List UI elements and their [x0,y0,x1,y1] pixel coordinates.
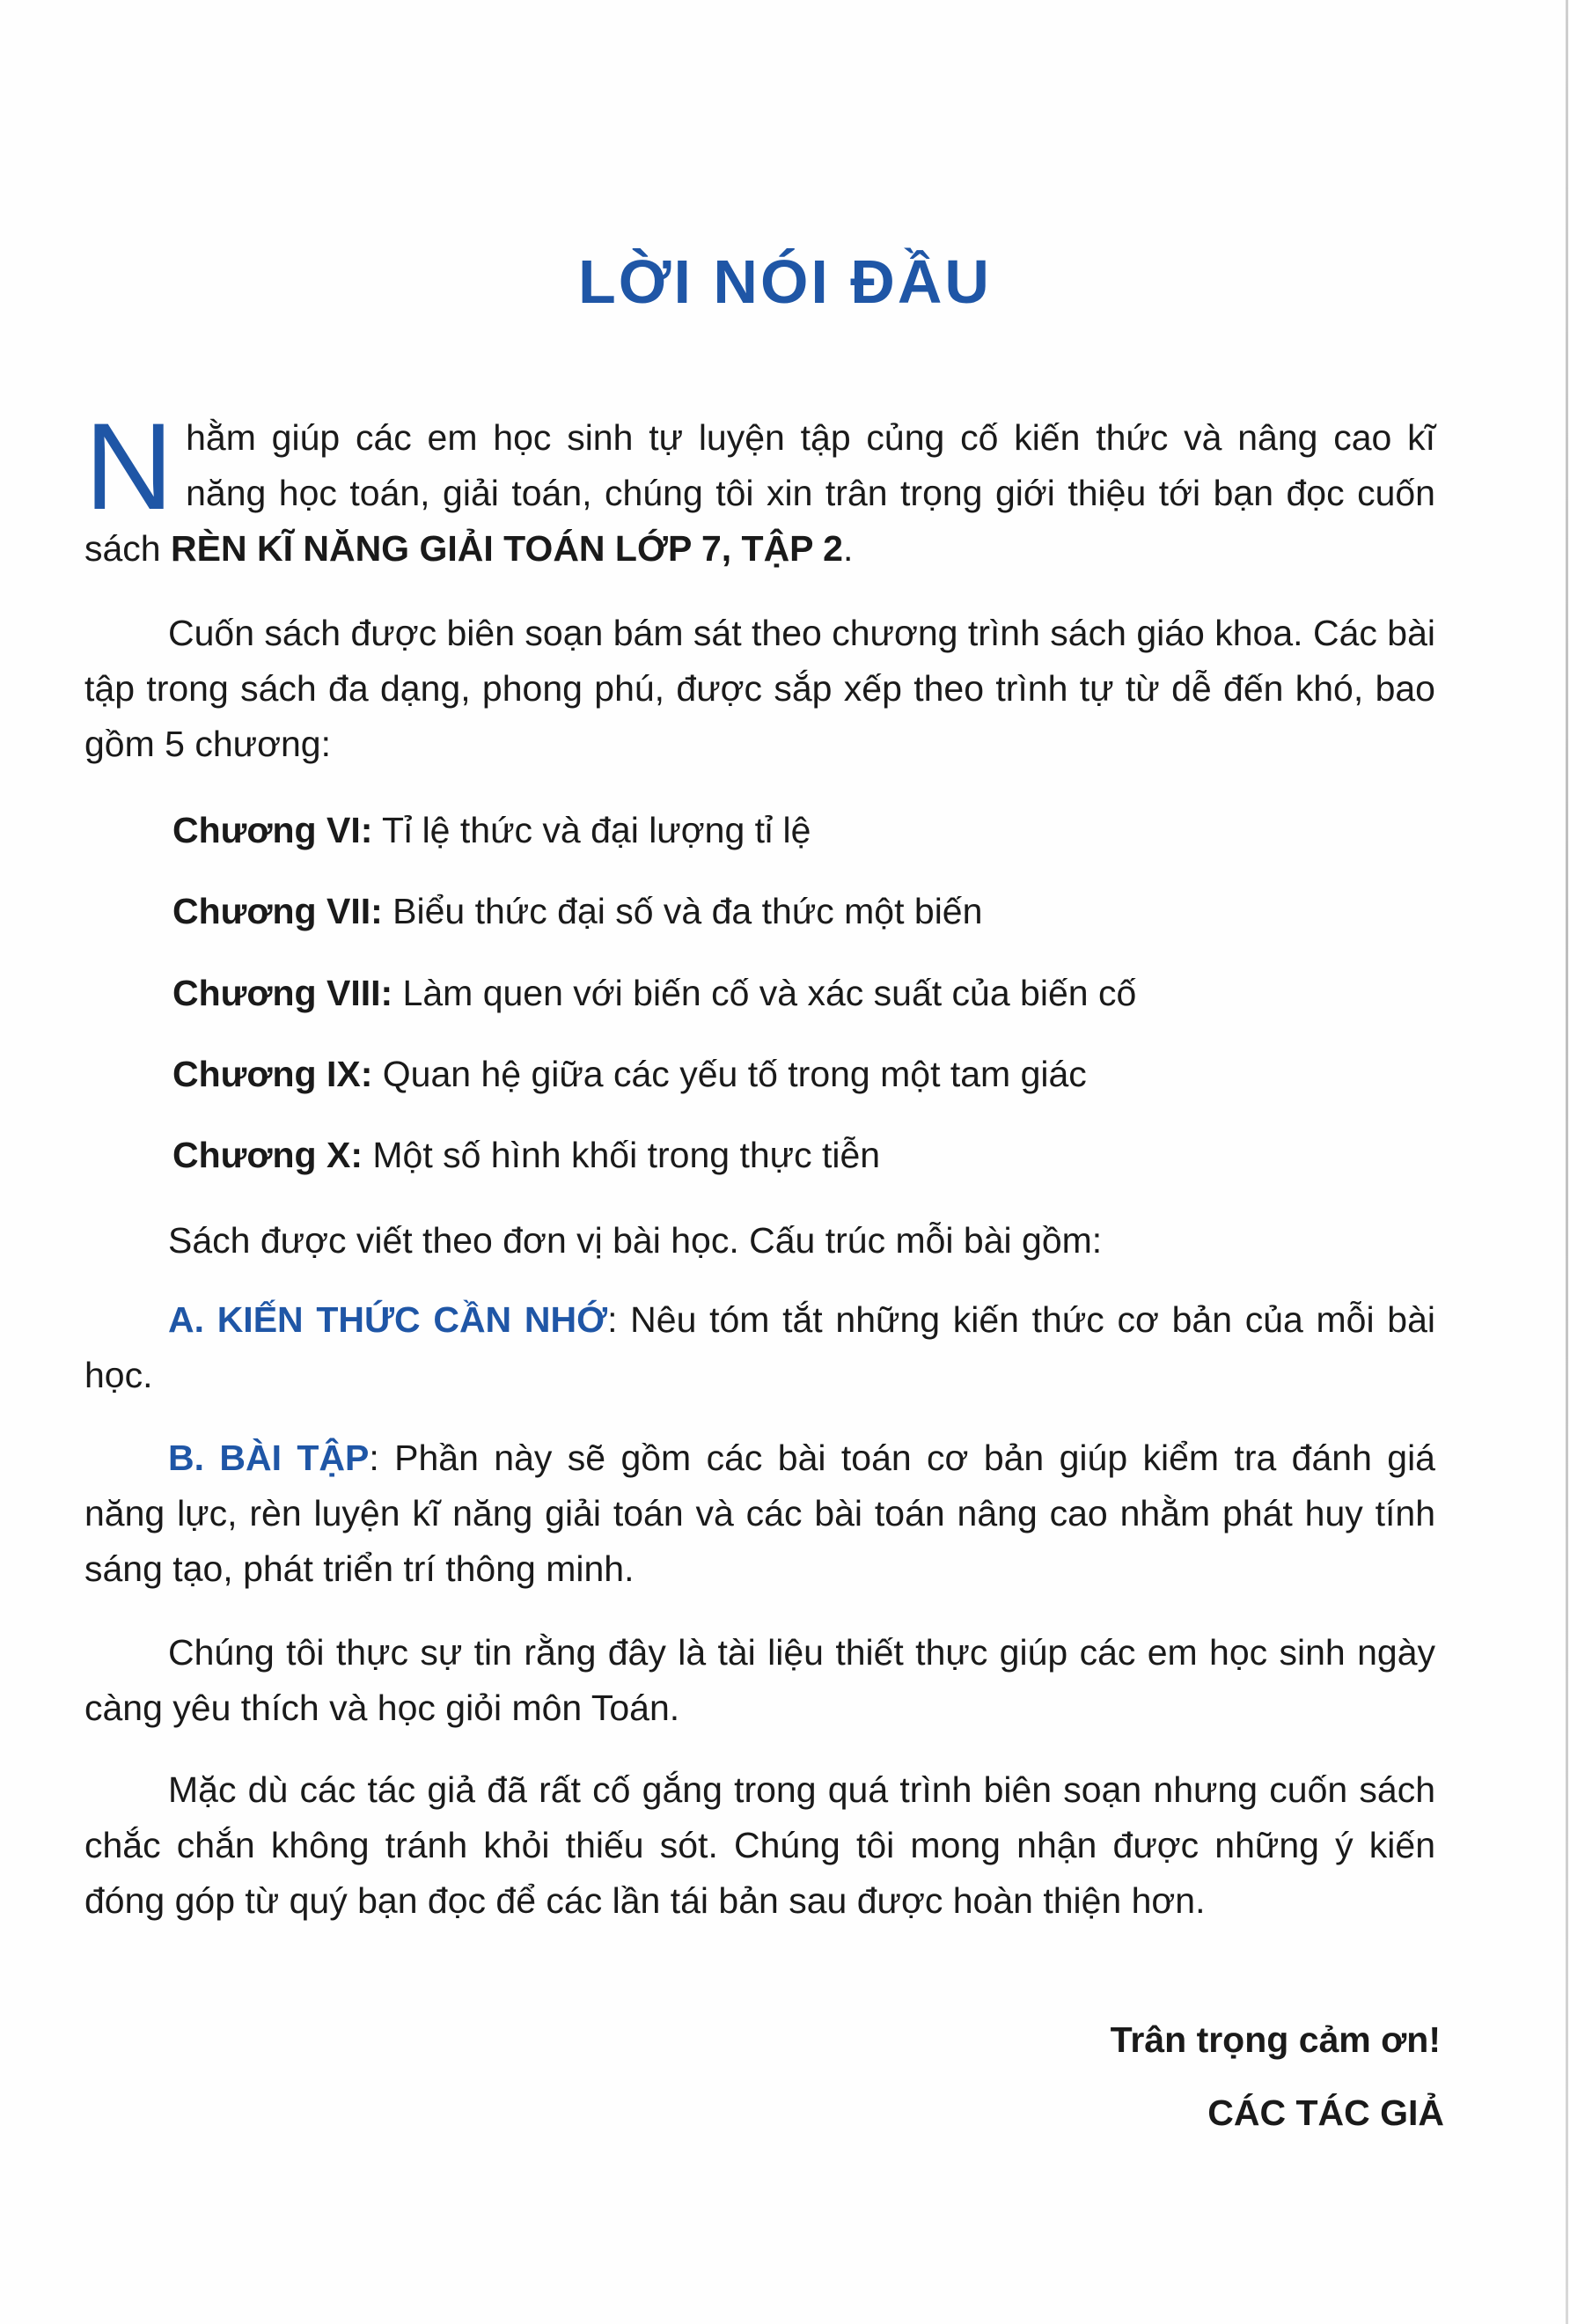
chapter-text: Quan hệ giữa các yếu tố trong một tam giác [372,1054,1087,1094]
chapter-label: Chương VI: [172,810,373,850]
section-b-label: B. BÀI TẬP [168,1438,370,1478]
chapter-text: Một số hình khối trong thực tiễn [362,1135,881,1175]
intro-end: . [843,528,854,569]
chapter-label: Chương VIII: [172,973,393,1013]
chapter-label: Chương X: [172,1135,363,1175]
chapter-item [172,1133,880,1177]
chapter-item [172,971,1136,1015]
chapter-item [172,889,982,933]
chapter-text: Tỉ lệ thức và đại lượng tỉ lệ [372,810,811,850]
drop-cap: N [84,397,174,535]
chapter-item [172,1052,1087,1096]
page-edge [1566,0,1568,2324]
book-title: RÈN KĨ NĂNG GIẢI TOÁN LỚP 7, TẬP 2 [171,528,843,569]
intro-text: hằm giúp các em học sinh tự luyện tập củng cố kiến thức và nâng cao kĩ năng học toán, giải toán, chúng tôi xin trân trọng giới thiệu tới bạn đọc cuốn sách [84,417,1435,569]
intro-paragraph [84,397,1435,577]
chapter-item [172,808,811,852]
closing-thanks: Trân trọng cảm ơn! [1110,2019,1441,2060]
structure-paragraph: Sách được viết theo đơn vị bài học. Cấu trúc mỗi bài gồm: [168,1220,1103,1261]
section-a-paragraph [84,1292,1435,1403]
page-title: LỜI NÓI ĐẦU [578,247,992,316]
apology-paragraph: Mặc dù các tác giả đã rất cố gắng trong quá trình biên soạn nhưng cuốn sách chắc chắn không tránh khỏi thiếu sót. Chúng tôi mong nhận được những ý kiến đóng góp từ quý bạn đọc để các lần tái bản sau được hoàn thiện hơn. [84,1769,1435,1921]
section-b-text: : Phần này sẽ gồm các bài toán cơ bản giúp kiểm tra đánh giá năng lực, rèn luyện kĩ năng giải toán và các bài toán nâng cao nhằm phát huy tính sáng tạo, phát triển trí thông minh. [84,1438,1435,1589]
chapter-text: Làm quen với biến cố và xác suất của biến cố [392,973,1137,1013]
chapter-text: Biểu thức đại số và đa thức một biến [382,891,983,931]
chapter-label: Chương VII: [172,891,383,931]
section-b-paragraph [84,1430,1435,1597]
authors-signature: CÁC TÁC GIẢ [1207,2092,1444,2133]
chapter-label: Chương IX: [172,1054,373,1094]
section-a-text: : Nêu tóm tắt những kiến thức cơ bản của mỗi bài học. [84,1299,1435,1395]
description-paragraph: Cuốn sách được biên soạn bám sát theo chương trình sách giáo khoa. Các bài tập trong sách đa dạng, phong phú, được sắp xếp theo trình tự từ dễ đến khó, bao gồm 5 chương: [84,613,1435,764]
section-a-label: A. KIẾN THỨC CẦN NHỚ [168,1299,608,1340]
belief-paragraph: Chúng tôi thực sự tin rằng đây là tài liệu thiết thực giúp các em học sinh ngày càng yêu thích và học giỏi môn Toán. [84,1632,1435,1728]
